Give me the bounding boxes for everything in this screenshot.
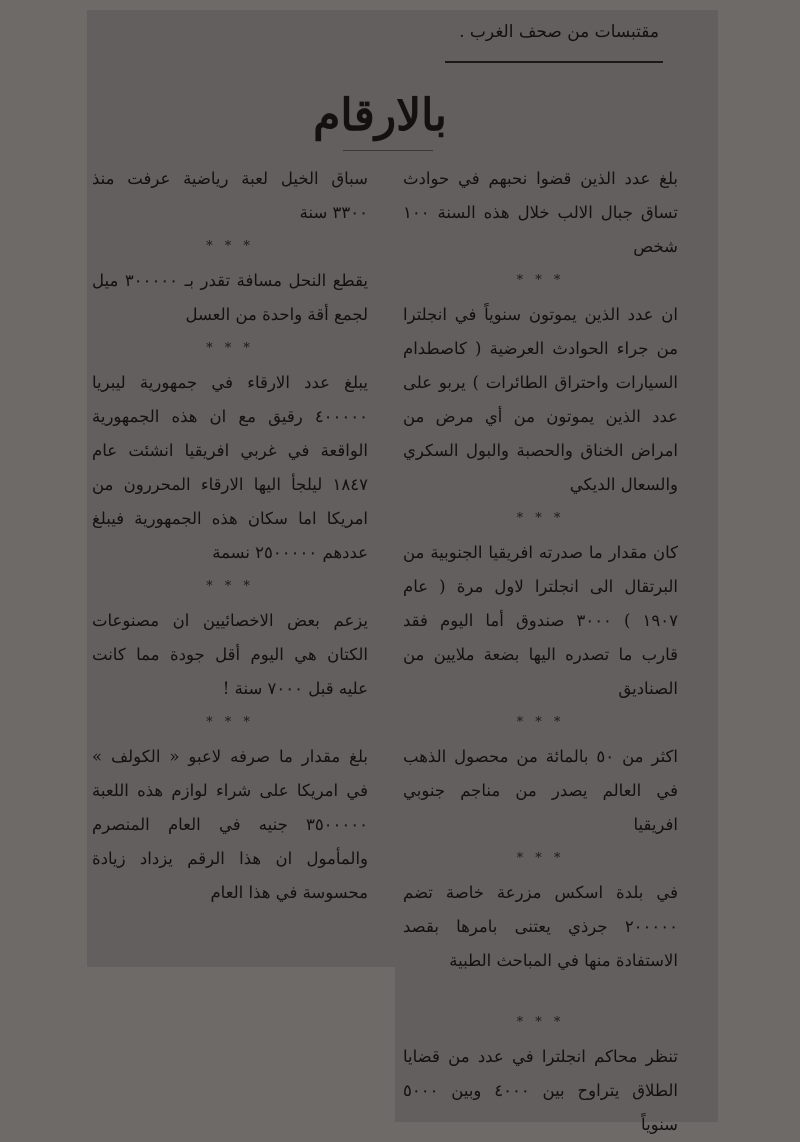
paragraph: يزعم بعض الاخصائيين ان مصنوعات الكتان هي اليوم أقل جودة مما كانت عليه قبل ٧٠٠٠ سنة !	[92, 611, 368, 698]
paragraph: كان مقدار ما صدرته افريقيا الجنوبية من البرتقال الى انجلترا لاول مرة ( عام ١٩٠٧ ) ٣٠٠٠ صندوق أما اليوم فقد قارب ما تصدره اليها بضعة ملايين من الصناديق	[403, 543, 678, 698]
separator-stars: * * *	[206, 715, 254, 730]
paragraph: اكثر من ٥٠ بالمائة من محصول الذهب في العالم يصدر من مناجم جنوبي افريقيا	[403, 747, 678, 834]
paragraph: يقطع النحل مسافة تقدر بـ ٣٠٠٠٠٠ ميل لجمع أقة واحدة من العسل	[92, 271, 369, 324]
separator-stars: * * *	[516, 1015, 565, 1030]
page-title: بالارقام	[313, 90, 447, 141]
header-underline	[445, 61, 663, 63]
left-column	[92, 162, 368, 910]
paragraph: بلغ عدد الذين قضوا نحبهم في حوادث تساق جبال الالب خلال هذه السنة ١٠٠ شخص	[403, 169, 678, 256]
paragraph: يبلغ عدد الارقاء في جمهورية ليبريا ٤٠٠٠٠٠ رقيق مع ان هذه الجمهورية الواقعة في غربي افريقيا انشئت عام ١٨٤٧ ليلجأ اليها الارقاء المحررون من امريكا اما سكان هذه الجمهورية فيبلغ عددهم ٢٥٠٠٠٠٠ نسمة	[92, 373, 368, 562]
separator-stars: * * *	[516, 715, 565, 730]
separator-stars: * * *	[516, 511, 565, 526]
title-underline	[343, 150, 433, 151]
separator-stars: * * *	[516, 273, 565, 288]
paragraph: ان عدد الذين يموتون سنوياً في انجلترا من جراء الحوادث العرضية ( كاصطدام السيارات واحتراق الطائرات ) يربو على عدد الذين يموتون من أي مرض من امراض الخناق والحصبة والبول السكري والسعال الديكي	[403, 305, 678, 494]
right-column	[403, 162, 678, 978]
separator-stars: * * *	[516, 851, 565, 866]
paragraph: تنظر محاكم انجلترا في عدد من قضايا الطلاق يتراوح بين ٤٠٠٠ وبين ٥٠٠٠ سنوياً	[403, 1047, 678, 1134]
paragraph: في بلدة اسكس مزرعة خاصة تضم ٢٠٠٠٠٠ جرذي يعتنى بامرها بقصد الاستفادة منها في المباحث الطبية	[403, 883, 678, 970]
paragraph: بلغ مقدار ما صرفه لاعبو « الكولف » في امريكا على شراء لوازم هذه اللعبة ٣٥٠٠٠٠٠ جنيه في العام المنصرم والمأمول ان هذا الرقم يزداد زيادة محسوسة في هذا العام	[92, 747, 368, 902]
separator-stars: * * *	[206, 579, 254, 594]
paragraph: سباق الخيل لعبة رياضية عرفت منذ ٣٣٠٠ سنة	[92, 169, 368, 222]
separator-stars: * * *	[206, 239, 254, 254]
separator-stars: * * *	[206, 341, 254, 356]
source-line: مقتبسات من صحف الغرب .	[459, 22, 659, 42]
right-column-lower	[403, 1006, 678, 1142]
